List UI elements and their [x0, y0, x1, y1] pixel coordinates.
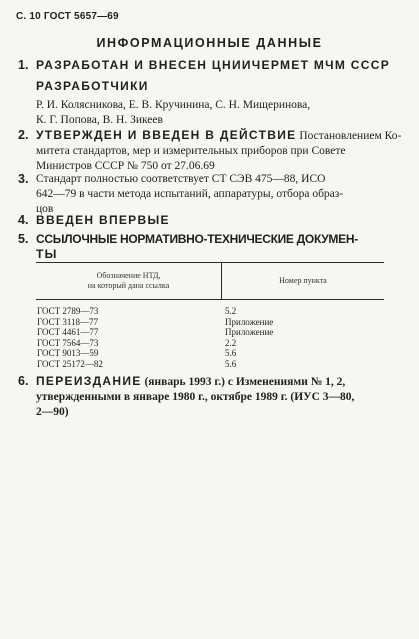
- table-body: [36, 300, 384, 369]
- section-text-2: утвержденными в январе 1980 г., октябре 1989 г. (ИУС 3—80,: [36, 391, 355, 403]
- table-cell-document: ГОСТ 7564—73: [37, 337, 99, 348]
- table-row: [36, 348, 384, 359]
- section-4: [18, 213, 401, 228]
- section-number: 3.: [18, 172, 29, 186]
- section-6: [18, 374, 401, 420]
- section-heading-line-2: ТЫ: [36, 247, 58, 261]
- section-text-1: Постановлением Ко-: [299, 130, 402, 142]
- developers-line-2: К. Г. Попова, В. Н. Зикеев: [36, 114, 163, 126]
- table-cell-item: 5.6: [225, 358, 237, 369]
- section-2: [18, 128, 401, 174]
- section-1: [18, 58, 401, 128]
- table-cell-item: 5.2: [225, 306, 237, 316]
- references-table: [36, 262, 384, 369]
- table-cell-document: ГОСТ 2789—73: [37, 306, 99, 316]
- section-text-2: митета стандартов, мер и измерительных приборов при Совете: [36, 145, 346, 157]
- table-cell-document: ГОСТ 3118—77: [37, 316, 99, 327]
- section-text-3: Министров СССР № 750 от 27.06.69: [36, 160, 215, 172]
- section-heading: РАЗРАБОТАН И ВНЕСЕН ЦНИИЧЕРМЕТ МЧМ СССР: [36, 58, 390, 72]
- table-cell-item: Приложение: [225, 327, 274, 337]
- table-header-item: Номер пункта: [279, 276, 327, 285]
- section-text-2: 642—79 в части метода испытаний, аппаратуры, отбора образ-: [36, 188, 344, 200]
- section-text-3: 2—90): [36, 406, 69, 418]
- section-5: [18, 232, 401, 262]
- developers-line-1: Р. И. Колясникова, Е. В. Кручинина, С. Н. Мищеринова,: [36, 99, 311, 111]
- page-title: ИНФОРМАЦИОННЫЕ ДАННЫЕ: [96, 36, 323, 50]
- table-header: [36, 263, 384, 300]
- section-number: 1.: [18, 58, 29, 72]
- table-header-document: [36, 263, 222, 299]
- table-cell-document: ГОСТ 9013—59: [37, 348, 99, 358]
- section-heading-line-1: ССЫЛОЧНЫЕ НОРМАТИВНО-ТЕХНИЧЕСКИЕ ДОКУМЕН-: [36, 232, 358, 246]
- section-number: 5.: [18, 232, 29, 246]
- section-heading: УТВЕРЖДЕН И ВВЕДЕН В ДЕЙСТВИЕ: [36, 128, 297, 142]
- header-document-line-1: Обозначение НТД,: [96, 271, 161, 280]
- table-row: [36, 317, 384, 328]
- table-cell-item: Приложение: [225, 316, 274, 327]
- table-row: [36, 359, 384, 370]
- table-cell-document: ГОСТ 4461—77: [37, 327, 99, 337]
- section-heading: ПЕРЕИЗДАНИЕ: [36, 374, 142, 388]
- table-row: [36, 306, 384, 317]
- table-cell-item: 2.2: [225, 337, 237, 348]
- developers-heading: РАЗРАБОТЧИКИ: [36, 79, 149, 93]
- section-number: 4.: [18, 213, 29, 227]
- section-number: 6.: [18, 374, 29, 388]
- table-row: [36, 327, 384, 338]
- section-heading: ВВЕДЕН ВПЕРВЫЕ: [36, 213, 170, 227]
- section-text-1: Стандарт полностью соответствует СТ СЭВ 475—88, ИСО: [36, 173, 326, 185]
- section-3: [18, 172, 401, 217]
- table-row: [36, 338, 384, 349]
- section-text-1: (январь 1993 г.) с Изменениями № 1, 2,: [144, 376, 346, 388]
- section-text-3: цов: [36, 203, 54, 215]
- header-document-line-2: на который дана ссылка: [87, 281, 170, 290]
- section-number: 2.: [18, 128, 29, 142]
- table-cell-item: 5.6: [225, 348, 237, 358]
- table-cell-document: ГОСТ 25172—82: [37, 358, 103, 369]
- page-header: С. 10 ГОСТ 5657—69: [16, 11, 119, 22]
